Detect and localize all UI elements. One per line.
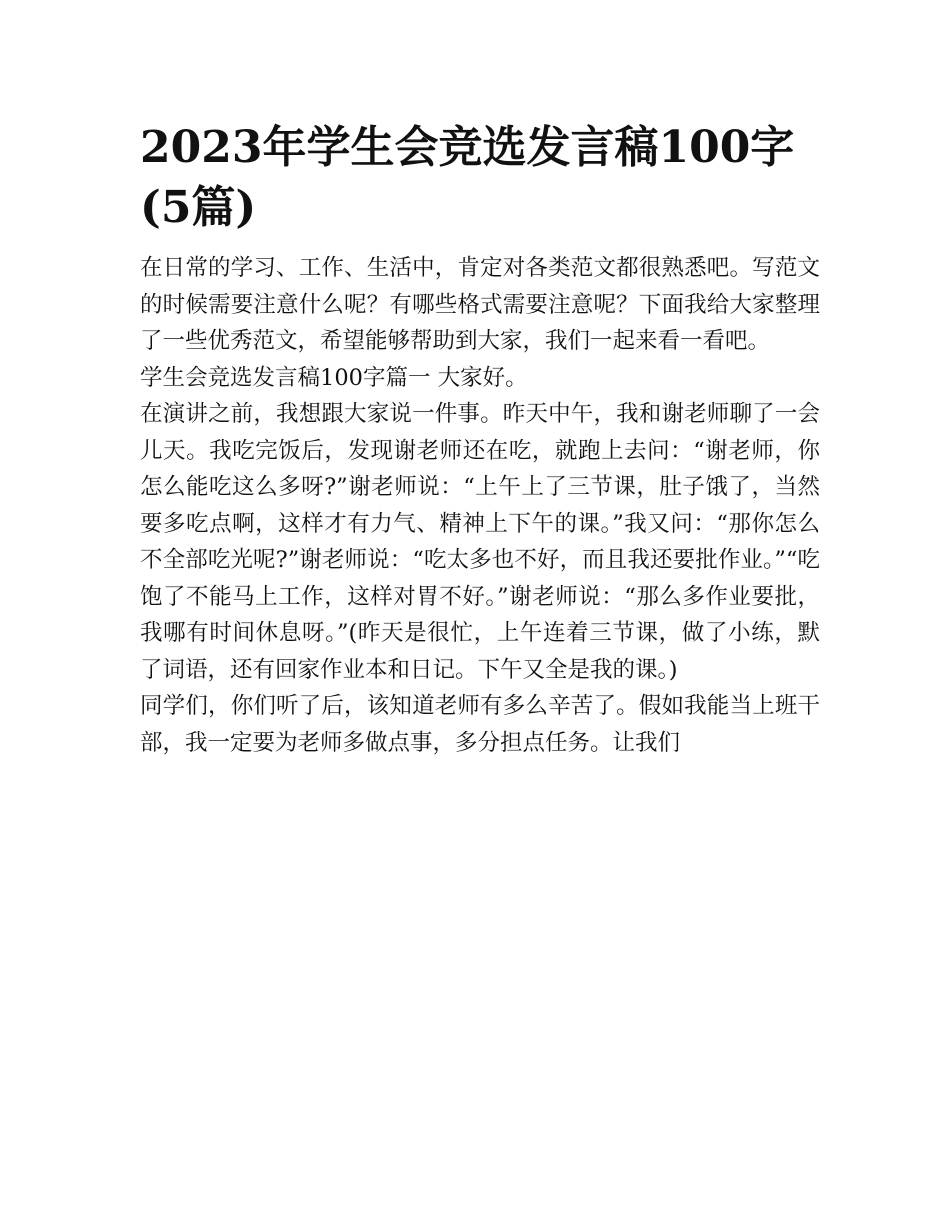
document-title: 2023年学生会竞选发言稿100字(5篇) (140, 122, 795, 233)
paragraph-story: 在演讲之前，我想跟大家说一件事。昨天中午，我和谢老师聊了一会儿天。我吃完饭后，发现谢老师还在吃，就跑上去问：“谢老师，你怎么能吃这么多呀?”谢老师说：“上午上了三节课，肚子饿了，当然要多吃点啊，这样才有力气、精神上下午的课。”我又问：“那你怎么不全部吃光呢?”谢老师说：“吃太多也不好，而且我还要批作业。”“吃饱了不能马上工作，这样对胃不好。”谢老师说：“那么多作业要批，我哪有时间休息呀。”(昨天是很忙，上午连着三节课，做了小练，默了词语，还有回家作业本和日记。下午又全是我的课。) (140, 401, 820, 683)
paragraph-section-heading: 学生会竞选发言稿100字篇一 大家好。 (140, 364, 528, 391)
document-page (140, 118, 820, 761)
paragraph-intro: 在日常的学习、工作、生活中，肯定对各类范文都很熟悉吧。写范文的时候需要注意什么呢？有哪些格式需要注意呢？下面我给大家整理了一些优秀范文，希望能够帮助到大家，我们一起来看一看吧。 (140, 255, 820, 354)
paragraph-conclusion: 同学们，你们听了后，该知道老师有多么辛苦了。假如我能当上班干部，我一定要为老师多做点事，多分担点任务。让我们 (140, 693, 820, 756)
